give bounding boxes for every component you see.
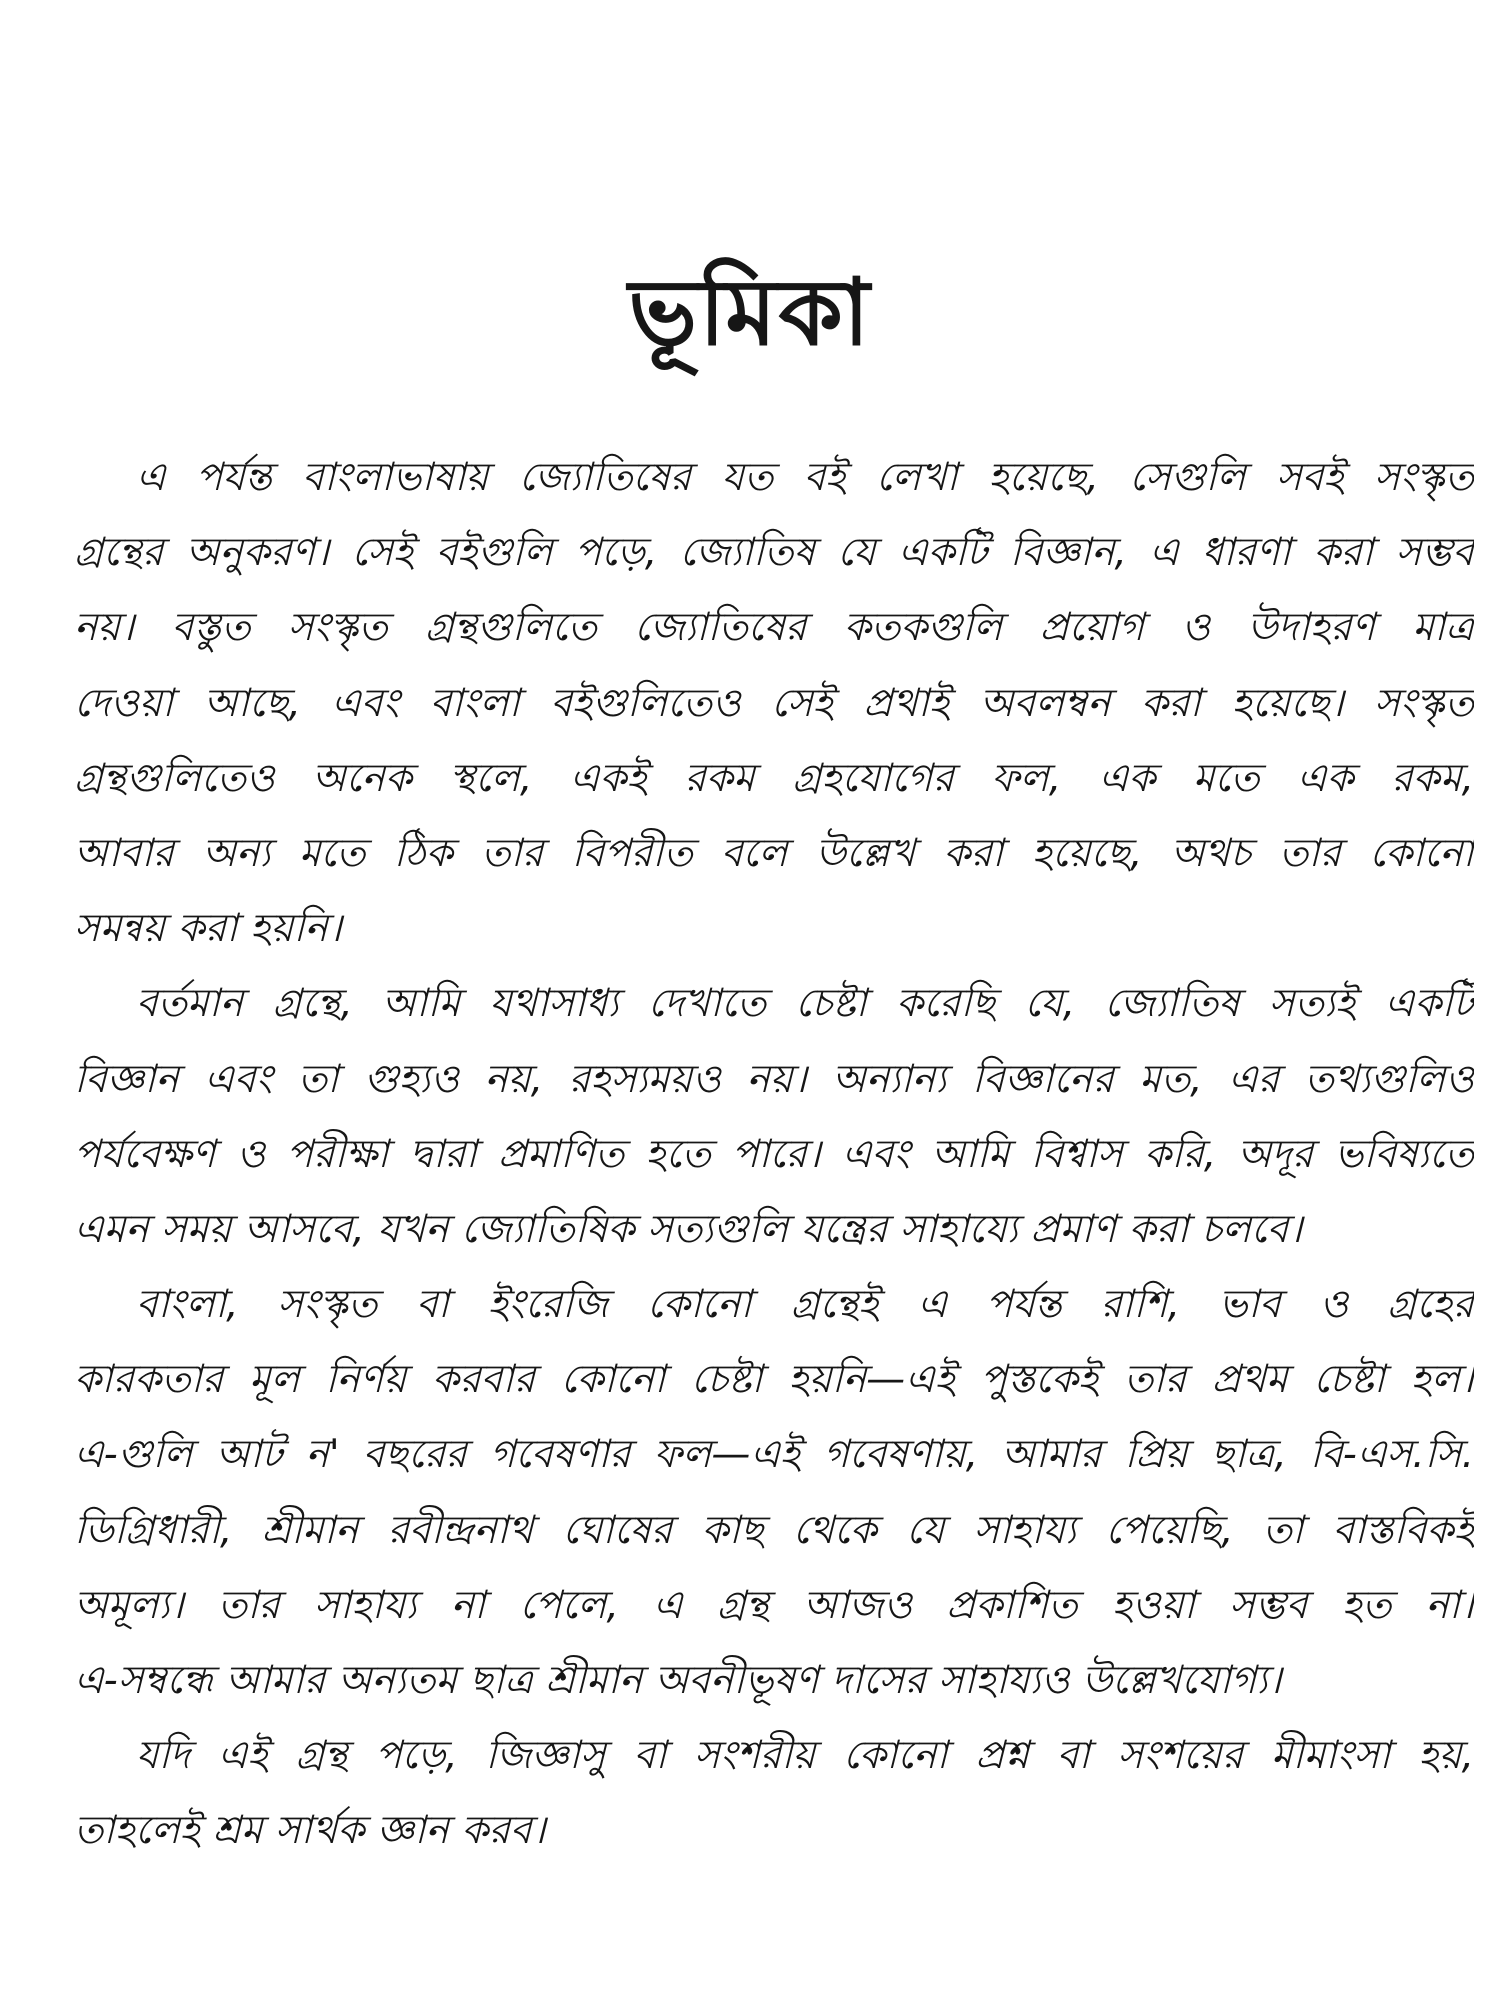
text-line: এমন সময় আসবে, যখন জ্যোতিষিক সত্যগুলি যন্ত্রের সাহায্যে প্রমাণ করা চলবে। <box>74 1206 1303 1252</box>
text-line: অমূল্য। তার সাহায্য না পেলে, এ গ্রন্থ আজও প্রকাশিত হওয়া সম্ভব হত না। <box>74 1582 1474 1628</box>
text-line: এ-গুলি আট ন' বছরের গবেষণার ফল—এই গবেষণায়, আমার প্রিয় ছাত্র, বি-এস.সি. <box>74 1432 1474 1478</box>
page-title: ভূমিকা <box>628 259 872 366</box>
text-line: এ-সম্বন্ধে আমার অন্যতম ছাত্র শ্রীমান অবনীভূষণ দাসের সাহায্যও উল্লেখযোগ্য। <box>74 1658 1282 1703</box>
text-line: এ পর্যন্ত বাংলাভাষায় জ্যোতিষের যত বই লেখা হয়েছে, সেগুলি সবই সংস্কৃত <box>136 455 1474 500</box>
text-line: আবার অন্য মতে ঠিক তার বিপরীত বলে উল্লেখ করা হয়েছে, অথচ তার কোনো <box>74 830 1474 876</box>
text-line: কারকতার মূল নির্ণয় করবার কোনো চেষ্টা হয়নি—এই পুস্তকেই তার প্রথম চেষ্টা হল। <box>74 1357 1474 1403</box>
text-line: নয়। বস্তুত সংস্কৃত গ্রন্থগুলিতে জ্যোতিষের কতকগুলি প্রয়োগ ও উদাহরণ মাত্র <box>74 605 1474 651</box>
text-line: গ্রন্থগুলিতেও অনেক স্থলে, একই রকম গ্রহযোগের ফল, এক মতে এক রকম, <box>74 755 1474 801</box>
text-line: পর্যবেক্ষণ ও পরীক্ষা দ্বারা প্রমাণিত হতে পারে। এবং আমি বিশ্বাস করি, অদূর ভবিষ্যতে <box>74 1131 1474 1177</box>
text-line: তাহলেই শ্রম সার্থক জ্ঞান করব। <box>74 1808 546 1854</box>
text-line: ডিগ্রিধারী, শ্রীমান রবীন্দ্রনাথ ঘোষের কাছ থেকে যে সাহায্য পেয়েছি, তা বাস্তবিকই <box>74 1507 1474 1553</box>
text-line: সমন্বয় করা হয়নি। <box>74 906 342 952</box>
text-line: যদি এই গ্রন্থ পড়ে, জিজ্ঞাসু বা সংশরীয় কোনো প্রশ্ন বা সংশয়ের মীমাংসা হয়, <box>136 1733 1474 1779</box>
text-line: বিজ্ঞান এবং তা গুহ্যও নয়, রহস্যময়ও নয়। অন্যান্য বিজ্ঞানের মত, এর তথ্যগুলিও <box>74 1056 1474 1102</box>
text-line: বাংলা, সংস্কৃত বা ইংরেজি কোনো গ্রন্থেই এ পর্যন্ত রাশি, ভাব ও গ্রহের <box>136 1282 1474 1328</box>
text-line: দেওয়া আছে, এবং বাংলা বইগুলিতেও সেই প্রথাই অবলম্বন করা হয়েছে। সংস্কৃত <box>74 680 1474 726</box>
text-line: গ্রন্থের অনুকরণ। সেই বইগুলি পড়ে, জ্যোতিষ যে একটি বিজ্ঞান, এ ধারণা করা সম্ভব <box>74 530 1474 576</box>
preface-body <box>74 440 1474 1869</box>
text-line: বর্তমান গ্রন্থে, আমি যথাসাধ্য দেখাতে চেষ্টা করেছি যে, জ্যোতিষ সত্যই একটি <box>136 981 1474 1027</box>
